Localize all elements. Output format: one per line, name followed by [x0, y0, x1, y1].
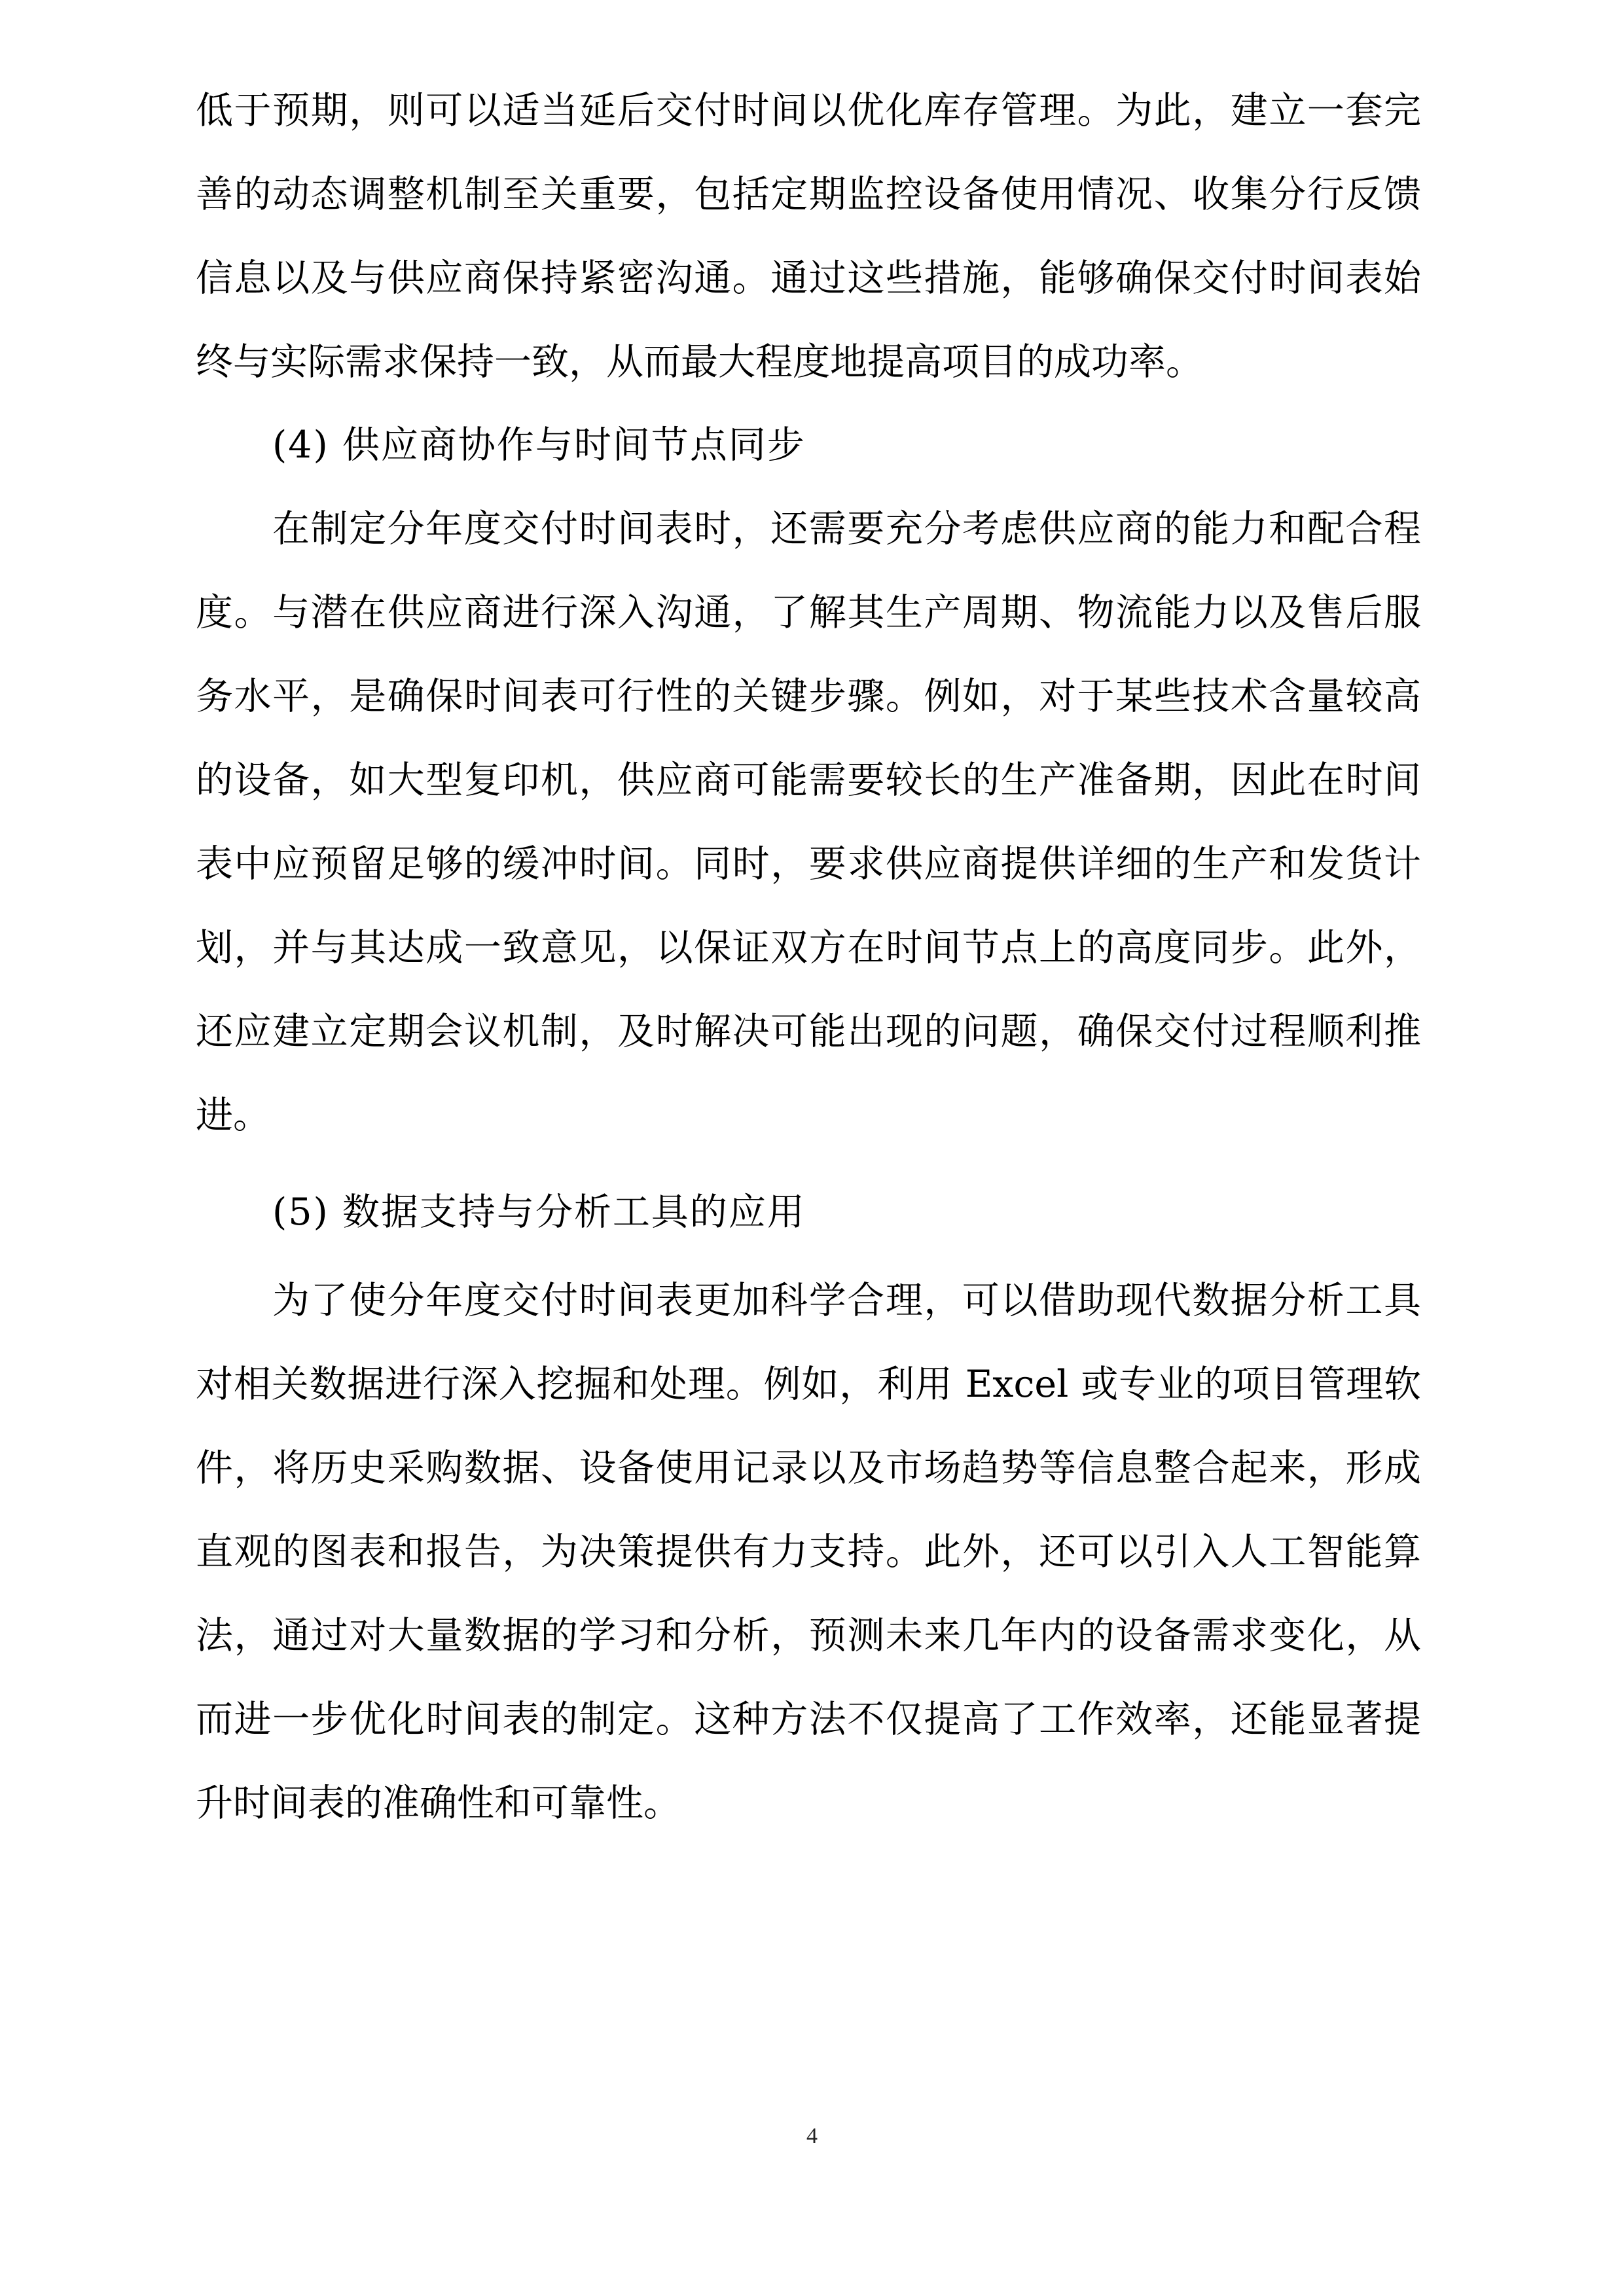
- body-text-line: 务水平，是确保时间表可行性的关键步骤。例如，对于某些技术含量较高: [196, 675, 1421, 718]
- body-text-line: 表中应预留足够的缓冲时间。同时，要求供应商提供详细的生产和发货计: [196, 842, 1421, 886]
- body-text-line: 善的动态调整机制至关重要，包括定期监控设备使用情况、收集分行反馈: [196, 173, 1421, 216]
- body-text-line: 终与实际需求保持一致，从而最大程度地提高项目的成功率。: [196, 340, 1203, 384]
- body-text-line: 对相关数据进行深入挖掘和处理。例如，利用 Excel 或专业的项目管理软: [196, 1363, 1421, 1406]
- body-text-line: 升时间表的准确性和可靠性。: [196, 1782, 681, 1825]
- body-text-line: 还应建立定期会议机制，及时解决可能出现的问题，确保交付过程顺利推: [196, 1010, 1421, 1053]
- body-text-line: 而进一步优化时间表的制定。这种方法不仅提高了工作效率，还能显著提: [196, 1698, 1421, 1741]
- section-heading: (5) 数据支持与分析工具的应用: [272, 1191, 806, 1234]
- body-text-line: 划，并与其达成一致意见，以保证双方在时间节点上的高度同步。此外，: [196, 926, 1421, 969]
- body-text-line: 直观的图表和报告，为决策提供有力支持。此外，还可以引入人工智能算: [196, 1530, 1421, 1573]
- page-number: 4: [806, 2124, 818, 2148]
- body-text-line: 的设备，如大型复印机，供应商可能需要较长的生产准备期，因此在时间: [196, 759, 1421, 802]
- body-text-line: 进。: [196, 1094, 270, 1137]
- body-text-line: 为了使分年度交付时间表更加科学合理，可以借助现代数据分析工具: [272, 1279, 1421, 1322]
- section-heading: (4) 供应商协作与时间节点同步: [272, 423, 806, 467]
- body-text-line: 度。与潜在供应商进行深入沟通，了解其生产周期、物流能力以及售后服: [196, 591, 1421, 634]
- body-text-line: 件，将历史采购数据、设备使用记录以及市场趋势等信息整合起来，形成: [196, 1446, 1421, 1490]
- body-text-line: 信息以及与供应商保持紧密沟通。通过这些措施，能够确保交付时间表始: [196, 257, 1421, 300]
- body-text-line: 在制定分年度交付时间表时，还需要充分考虑供应商的能力和配合程: [272, 507, 1421, 550]
- body-text-line: 低于预期，则可以适当延后交付时间以优化库存管理。为此，建立一套完: [196, 89, 1421, 132]
- body-text-line: 法，通过对大量数据的学习和分析，预测未来几年内的设备需求变化，从: [196, 1614, 1421, 1657]
